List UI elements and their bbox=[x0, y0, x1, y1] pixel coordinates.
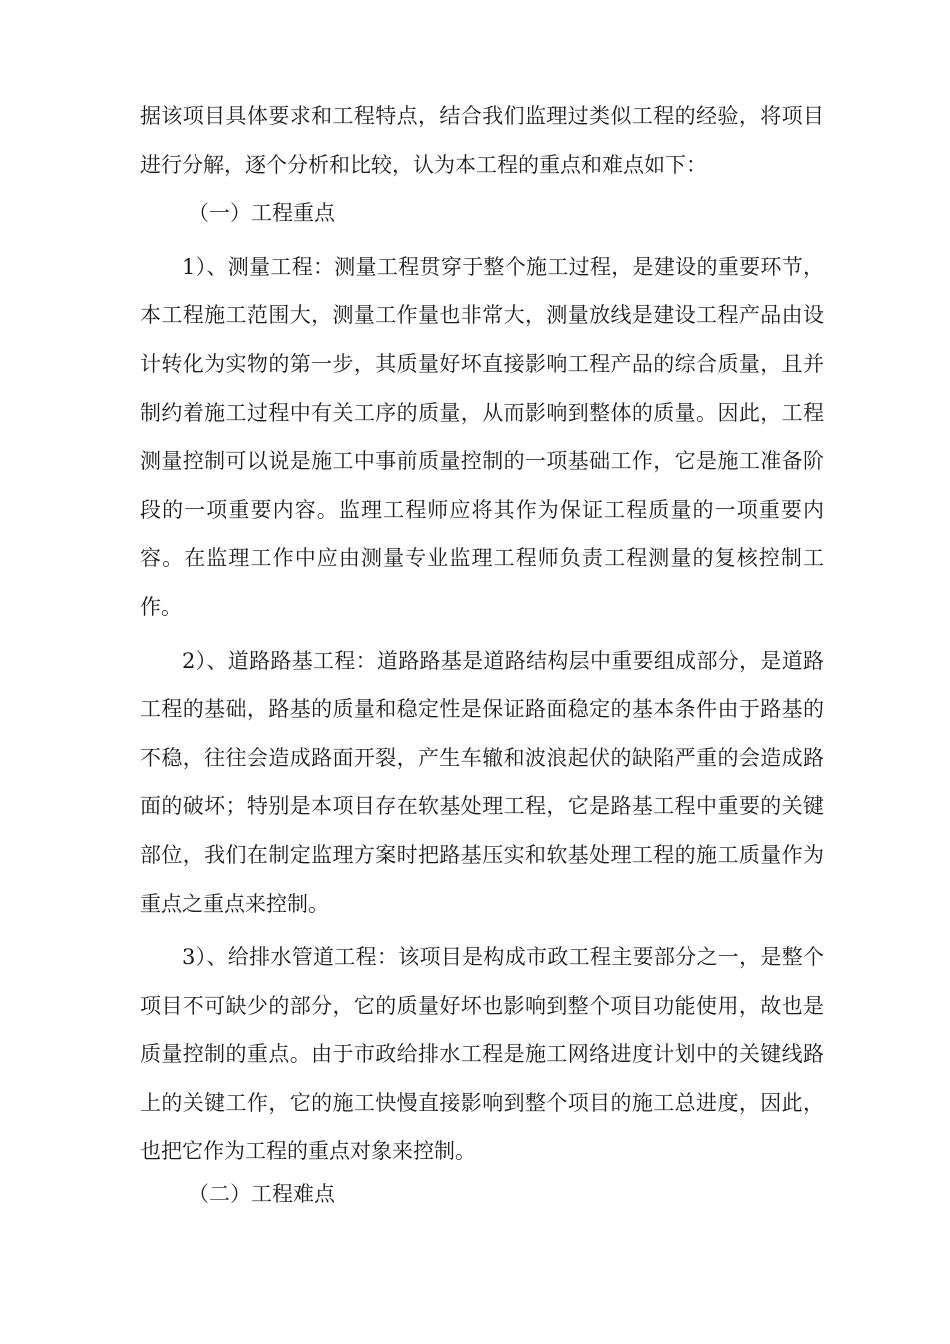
document-body bbox=[140, 92, 824, 1212]
intro-paragraph: 据该项目具体要求和工程特点，结合我们监理过类似工程的经验，将项目进行分解，逐个分析和比较，认为本工程的重点和难点如下： bbox=[140, 104, 824, 177]
section-one-heading: （一）工程重点 bbox=[188, 201, 335, 226]
item-paragraph-drainage: 3）、给排水管道工程：该项目是构成市政工程主要部分之一，是整个项目不可缺少的部分，它的质量好坏也影响到整个项目功能使用，故也是质量控制的重点。由于市政给排水工程是施工网络进度计划中的关键线路上的关键工作，它的施工快慢直接影响到整个项目的施工总进度，因此，也把它作为工程的重点对象来控制。 bbox=[140, 945, 824, 1164]
section-two-heading: （二）工程难点 bbox=[188, 1182, 335, 1207]
item-paragraph-roadbed: 2）、道路路基工程：道路路基是道路结构层中重要组成部分，是道路工程的基础，路基的质量和稳定性是保证路面稳定的基本条件由于路基的不稳，往往会造成路面开裂，产生车辙和波浪起伏的缺陷严重的会造成路面的破坏；特别是本项目存在软基处理工程，它是路基工程中重要的关键部位，我们在制定监理方案时把路基压实和软基处理工程的施工质量作为重点之重点来控制。 bbox=[140, 648, 824, 916]
item-paragraph-survey: 1）、测量工程：测量工程贯穿于整个施工过程，是建设的重要环节，本工程施工范围大，测量工作量也非常大，测量放线是建设工程产品由设计转化为实物的第一步，其质量好坏直接影响工程产品的综合质量，且并制约着施工过程中有关工序的质量，从而影响到整体的质量。因此，工程测量控制可以说是施工中事前质量控制的一项基础工作，它是施工准备阶段的一项重要内容。监理工程师应将其作为保证工程质量的一项重要内容。在监理工作中应由测量专业监理工程师负责工程测量的复核控制工作。 bbox=[140, 254, 824, 619]
